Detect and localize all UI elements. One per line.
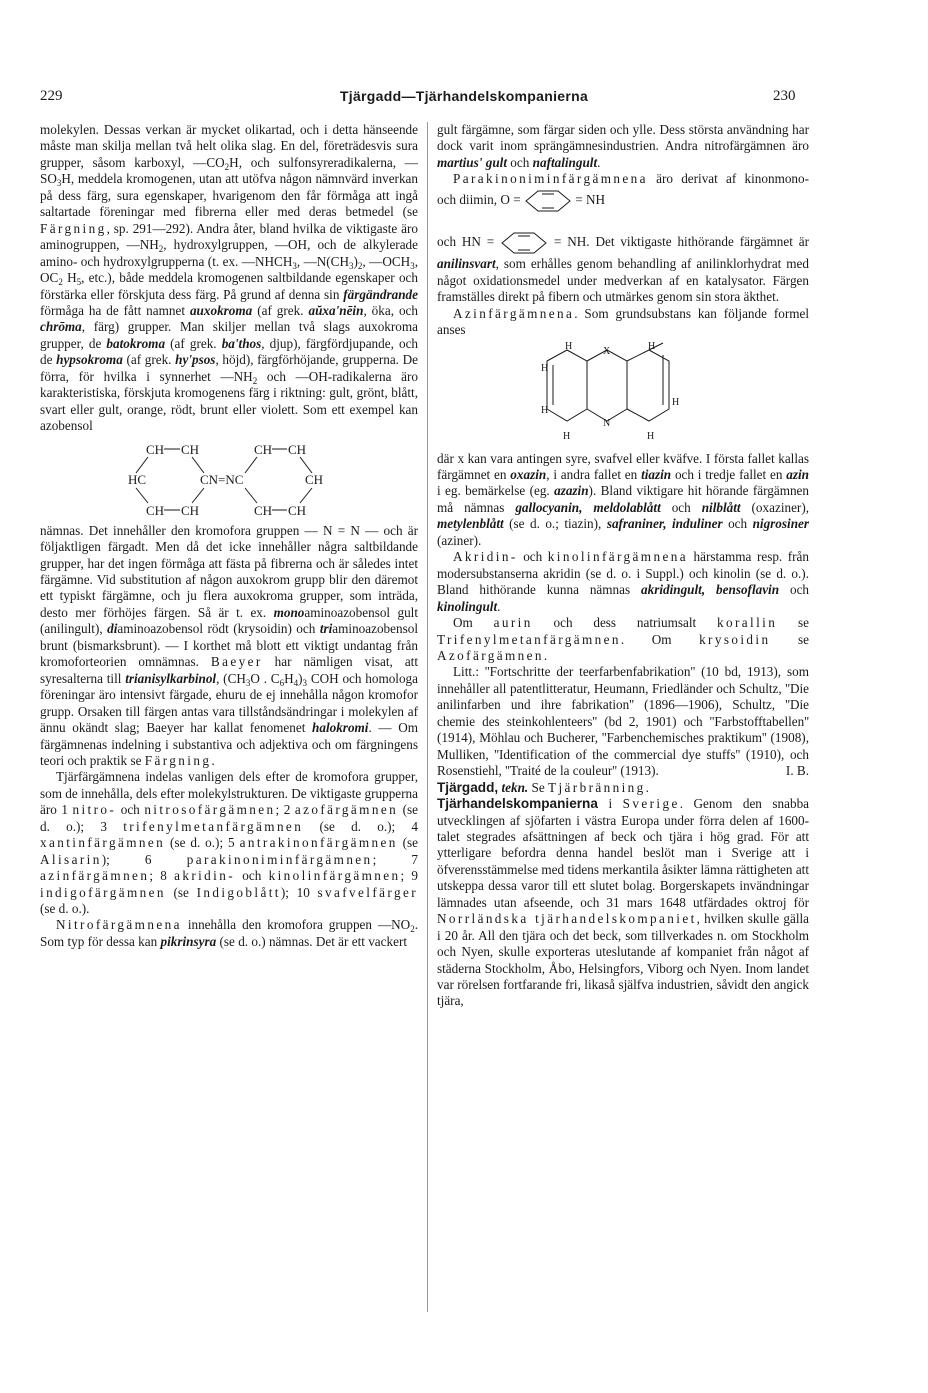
azine-atom: H xyxy=(672,396,680,408)
paragraph-nitro: Nitrofärgämnena innehålla den kromofora gruppen $—NO_2$. Som typ för dessa kan pikrinsyra (se d. o.) nämnas. Det är ett vackert xyxy=(40,917,419,949)
paragraph-kromofor: nämnas. Det innehåller den kromofora gruppen — N = N — och är följaktligen färgadt. Men då det icke innehåller några saltbildande grupper, har det ingen förmåga att fästa på fibrerna och är således intet färgämne. Vid substitution af någon auxokrom grupp blir den däremot ett typiskt färgämne, och ju flera auxokroma grupper, som inträda, desto mer förhöjes färgen. Så är t. ex. monoaminoazobensol gult (anilingult), diaminoazobensol rödt (krysoidin) och triaminoazobensol brunt (bismarksbrunt). — I korthet må blott ett viktigt undantag från kromoforteorien omnämnas. Baeyer har nämligen visat, att syresalterna till trianisylkarbinol, ($CH_3O$ . $C_6H_4)_3$ COH och homologa föreningar äro intensivt färgade, ehuru de ej innehålla någon kromofor grupp. Orsaken till färgen antas vara tillståndsändringar i molekylen af ännu okändt slag; Baeyer har kallat fenomenet halokromi. — Om färgämnenas indelning i substantiva och adjektiva och om färgningens teori och praktik se Färgning. xyxy=(40,522,419,768)
left-column xyxy=(40,122,418,950)
running-title: Tjärgadd—Tjärhandelskompanierna xyxy=(339,88,589,104)
headword-tjarhandelskompanierna: Tjärhandelskompanierna xyxy=(437,796,598,812)
entry-tjarhandelskompanierna: Tjärhandelskompanierna i Sverige. Genom den snabba utvecklingen af sjöfarten i västra Europa under förra delen af 1600-talet stegrades afsättningen af beck och tjära i hög grad. För att ytterligare befordra denna handel beslöt man i Sverige att i öfverensstämmelse med tidens merkantila åsikter lämna rättigheten att utskeppa dessa varor till ett slutet bolag. Borgerskapets invändningar lämnades utan afseende, och 31 mars 1648 utfärdades oktroj för Norrländska tjärhandelskompaniet, hvilken skulle gälla i 20 år. All den tjära och det beck, som tillverkades n. om Stockholm och Nyen, skulle exporteras uteslutande af kompaniet från något af städerna Stockholm, Åbo, Helsingfors, Viborg och Nyen. Inom landet var rörelsen fortfarande fri, likaså själfva industrien, såvidt den angick tjära, xyxy=(437,796,810,1009)
azine-atom: X xyxy=(603,345,611,357)
azobenzene-formula xyxy=(40,437,418,521)
column-divider xyxy=(427,122,428,1312)
quinone-ring-icon xyxy=(500,230,548,256)
azo-atom: CN=NC xyxy=(200,471,244,487)
azo-atom: CH xyxy=(146,441,165,457)
azo-atom: HC xyxy=(128,471,147,487)
paragraph-azin: Azinfärgämnena. Som grundsubstans kan följande formel anses xyxy=(437,305,809,338)
author-signature: I. B. xyxy=(785,763,809,779)
ref-fargning-2: Färgning xyxy=(144,752,212,768)
paragraph-auxochromes: molekylen. Dessas verkan är mycket olikartad, och i detta hänseende måste man skilja mellan två helt olika slag. En del, företrädesvis sura grupper, såsom karboxyl, $—CO_2H$, och sulfonsyreradikalerna, $—SO_3H$, meddela kromogenen, utan att utöfva någon nämnvärd inverkan på dess färg, sura egenskaper, hvarigenom den får förmåga att ingå saltartade föreningar med fibrerna eller med deras betmedel (se Färgning, sp. 291—292). Andra åter, bland hvilka de viktigaste äro aminogruppen, $—NH_2$, hydroxylgruppen, —OH, och de alkylerade amino- och hydroxylgrupperna (t. ex. $—NHCH_3$, $—N(CH_3)_2$, $—OCH_3$, $OC_2$ $H_5$, etc.), både meddela kromogenen saltbildande egenskaper och förstärka eller förskjuta dess färg. På grund af denna sin färgändrande förmåga ha de fått namnet auxokroma (af grek. aŭxa'nēin, öka, och chrōma, färg) grupper. Man skiljer mellan två slags auxokroma grupper, de batokroma (af grek. ba'thos, djup), färgfördjupande, och de hypsokroma (af grek. hy'psos, höjd), färgförhöjande, grupperna. De förra, för hvilka i synnerhet $—NH_2$ och —OH-radikalerna äro karakteristiska, förskjuta kromogenens färg i riktning: gult, grönt, blått, svart eller gult, orange, rödt, brunt eller violett. Som ett exempel kan azobensol xyxy=(40,122,419,434)
azo-atom: CH xyxy=(146,502,165,518)
azo-atom: CH xyxy=(181,441,200,457)
azo-atom: CH xyxy=(181,502,200,518)
azine-atom: H xyxy=(647,430,655,442)
paragraph-litteratur: Litt.: ''Fortschritte der teerfarbenfabrikation'' (10 bd, 1913), som innehåller all patentlitteratur, Heumann, Friedländer och Schultz, ''Die anilinfarben und ihre fabrikation'' (1896—1906), Schultz, ''Die chemie des steinkohlenteers'' (bd 2, 1901) och ''Farbstofftabellen'' (1914), Möhlau och Bucherer, ''Farbenchemisches praktikum'' (1908), Mulliken, ''Identification of the commercial dye stuffs'' (1910), och Rosenstiehl, ''Traité de la couleur'' (1913). I. B. xyxy=(437,664,809,779)
entry-tjargadd: Tjärgadd, tekn. Se Tjärbränning. xyxy=(437,779,649,795)
paragraph-akridin: Akridin- och kinolinfärgämnena härstamma resp. från modersubstanserna akridin (se d. o. i Suppl.) och kinolin (se d. o.). Bland hithörande kunna nämnas akridingult, bensoflavin och kinolingult. xyxy=(437,549,810,614)
paragraph-aurin: Om aurin och dess natriumsalt korallin se Trifenylmetanfärgämnen. Om krysoidin se Azofärgämnen. xyxy=(437,615,810,663)
azo-atom: CH xyxy=(254,502,273,518)
page-header xyxy=(0,88,928,110)
azo-atom: CH xyxy=(288,502,307,518)
azine-formula xyxy=(437,341,809,449)
azine-atom: H xyxy=(541,362,549,374)
paragraph-azin-cont: där x kan vara antingen syre, svafvel eller kväfve. I första fallet kallas färgämnet en oxazin, i andra fallet en tiazin och i tredje fallet en azin i eg. bemärkelse (eg. azazin). Bland viktigare hit hörande färgämnen må nämnas gallocyanin, meldolablått och nilblått (oxaziner), metylenblått (se d. o.; tiazin), safraniner, induliner och nigrosiner (aziner). xyxy=(437,450,810,548)
headword-tjargadd: Tjärgadd, xyxy=(437,779,499,795)
azine-atom: H xyxy=(648,340,656,352)
paragraph-nitro-cont: gult färgämne, som färgar siden och ylle. Dess största användning har dock varit inom sprängämnesindustrien. Andra nitrofärgämnen äro martius' gult och naftalingult. xyxy=(437,122,809,170)
quinone-ring-icon xyxy=(524,188,572,214)
azine-atom: H xyxy=(565,340,573,352)
azine-atom: N xyxy=(603,417,611,429)
azine-atom: H xyxy=(563,430,571,442)
azo-atom: CH xyxy=(288,441,307,457)
azine-atom: H xyxy=(541,404,549,416)
paragraph-parakinonimin: Parakinoniminfärgämnena äro derivat af kinonmono- och diimin, O = = NH och HN = = NH. Det viktigaste hithörande färgämnet är anilinsvart, som erhålles genom behandling af anilinklorhydrat med något oxidationsmedel under medverkan af en katalysator. Färgen framställes direkt på fibern och utmärkes genom sin stora äkthet. xyxy=(437,171,810,305)
page-number-left: 229 xyxy=(40,88,63,104)
azo-atom: CH xyxy=(305,471,324,487)
ref-fargning: Färgning xyxy=(40,220,107,236)
right-column xyxy=(437,122,809,1010)
azo-atom: CH xyxy=(254,441,273,457)
page-number-right: 230 xyxy=(773,88,796,104)
paragraph-groups: Tjärfärgämnena indelas vanligen dels efter de kromofora grupper, som de innehålla, dels efter molekylstrukturen. De viktigaste grupperna äro 1 nitro- och nitrosofärgämnen; 2 azofärgämnen (se d. o.); 3 trifenylmetanfärgämnen (se d. o.); 4 xantinfärgämnen (se d. o.); 5 antrakinonfärgämnen (se Alisarin); 6 parakinoniminfärgämnen; 7 azinfärgämnen; 8 akridin- och kinolinfärgämnen; 9 indigofärgämnen (se Indigoblått); 10 svafvelfärger (se d. o.). xyxy=(40,769,419,917)
